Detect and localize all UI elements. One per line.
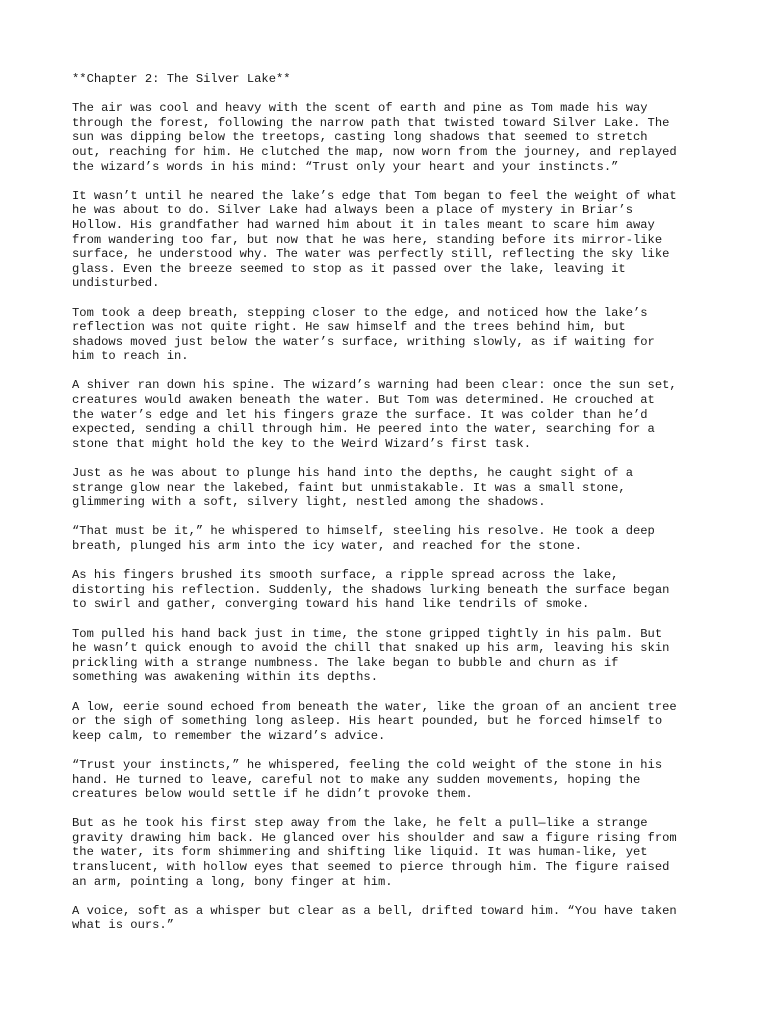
paragraph: It wasn’t until he neared the lake’s edge that Tom began to feel the weight of what he was about to do. Silver Lake had always been a place of mystery in Briar’s Hollow. His grandfather had warned him about it in tales meant to scare him away from wandering too far, but now that he was here, standing before its mirror-like surface, he understood why. The water was perfectly still, reflecting the sky like glass. Even the breeze seemed to stop as it passed over the lake, leaving it undisturbed. (72, 188, 677, 291)
paragraph: A shiver ran down his spine. The wizard’s warning had been clear: once the sun set, creatures would awaken beneath the water. But Tom was determined. He crouched at the water’s edge and let his fingers graze the surface. It was colder than he’d expected, sending a chill through him. He peered into the water, searching for a stone that might hold the key to the Weird Wizard’s first task. (72, 378, 677, 451)
paragraph: But as he took his first step away from the lake, he felt a pull—like a strange gravity drawing him back. He glanced over his shoulder and saw a figure rising from the water, its form shimmering and shifting like liquid. It was human-like, yet translucent, with hollow eyes that seemed to pierce through him. The figure raised an arm, pointing a long, bony finger at him. (72, 816, 677, 889)
document-page (72, 72, 712, 948)
paragraph: “Trust your instincts,” he whispered, feeling the cold weight of the stone in his hand. He turned to leave, careful not to make any sudden movements, hoping the creatures below would settle if he didn’t provoke them. (72, 757, 663, 802)
paragraph: Tom took a deep breath, stepping closer to the edge, and noticed how the lake’s reflection was not quite right. He saw himself and the trees behind him, but shadows moved just below the water’s surface, writhing slowly, as if waiting for him to reach in. (72, 305, 655, 364)
paragraph: Tom pulled his hand back just in time, the stone gripped tightly in his palm. But he wasn’t quick enough to avoid the chill that snaked up his arm, leaving his skin prickling with a strange numbness. The lake began to bubble and churn as if something was awakening within its depths. (72, 626, 670, 685)
paragraph: “That must be it,” he whispered to himself, steeling his resolve. He took a deep breath, plunged his arm into the icy water, and reached for the stone. (72, 524, 655, 553)
chapter-title: **Chapter 2: The Silver Lake** (72, 72, 291, 86)
paragraph: A voice, soft as a whisper but clear as a bell, drifted toward him. “You have taken what is ours.” (72, 903, 677, 933)
paragraph: The air was cool and heavy with the scent of earth and pine as Tom made his way through the forest, following the narrow path that twisted toward Silver Lake. The sun was dipping below the treetops, casting long shadows that seemed to stretch out, reaching for him. He clutched the map, now worn from the journey, and replayed the wizard’s words in his mind: “Trust only your heart and your instincts.” (72, 101, 677, 174)
paragraph: Just as he was about to plunge his hand into the depths, he caught sight of a strange glow near the lakebed, faint but unmistakable. It was a small stone, glimmering with a soft, silvery light, nestled among the shadows. (72, 466, 633, 510)
paragraph: As his fingers brushed its smooth surface, a ripple spread across the lake, distorting his reflection. Suddenly, the shadows lurking beneath the surface began to swirl and gather, converging toward his hand like tendrils of smoke. (72, 568, 670, 612)
paragraph: A low, eerie sound echoed from beneath the water, like the groan of an ancient tree or the sigh of something long asleep. His heart pounded, but he forced himself to keep calm, to remember the wizard’s advice. (72, 699, 677, 743)
